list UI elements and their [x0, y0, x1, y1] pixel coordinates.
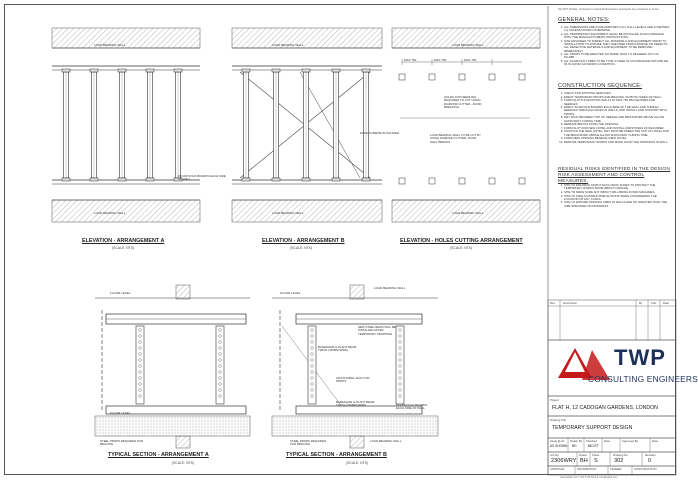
construction-sequence-title: CONSTRUCTION SEQUENCE:	[558, 83, 642, 89]
checked-label: Checked	[586, 439, 598, 443]
risk-item: 1. SITE TO ENFORCE STRICT EXCLUSION ZONES TO PROTECT THE TEMPORARY WORKS FROM IMPACT DAMAGE.	[564, 184, 670, 191]
sequence-item: 7. FORM SLOT FOR NEW LINTEL AND INSTALL PADSTONES AS REQUIRED.	[564, 127, 670, 130]
status-construction: CONSTRUCTION	[634, 467, 657, 471]
elev-holes-dim-1: MAX 750	[404, 58, 417, 62]
needle-hole-bottom	[429, 178, 435, 184]
sec-b-jack-label: ADJUSTABLE JACK FOR PROPS	[336, 376, 370, 384]
elev-a-side-label: DOCKFOOLD BOARDS EACH SIDE OF WALL	[178, 174, 226, 182]
needle-hole-top	[429, 74, 435, 80]
elev-b-top-label: LOAD BEARING WALL	[272, 43, 304, 47]
prop-base	[90, 178, 98, 181]
needle-hole-top	[459, 74, 465, 80]
sec-b-scale: (SCALE: NTS)	[346, 461, 369, 465]
sec-a-title: TYPICAL SECTION - ARRANGEMENT A	[108, 452, 209, 458]
residual-risks-list	[558, 184, 670, 208]
needle-hole-top	[489, 74, 495, 80]
needle-hole-top	[519, 74, 525, 80]
needle-hole-bottom	[489, 178, 495, 184]
prop-head	[146, 69, 154, 72]
general-notes-title: GENERAL NOTES:	[558, 17, 610, 23]
sequence-item: 10. REMOVE TEMPORARY WORKS AND MAKE GOOD THE OPENINGS IN WALL.	[564, 141, 670, 144]
sec-b-beam-label: NEW STEEL BEAM WILL BE INSTALLED AFTER TEMPORARY PROPPING	[358, 325, 396, 336]
needle-hole-top	[399, 74, 405, 80]
prop-base	[362, 178, 370, 181]
prop-tower	[136, 326, 144, 404]
prop-base	[118, 178, 126, 181]
drawing-no-value: 302	[614, 457, 624, 464]
sequence-item: 3. FORM SLOTS IN EXISTING WALLS AT MAX 750 MM CENTRES FOR NEEDLES.	[564, 99, 670, 106]
company-logo-text: TWP	[614, 345, 666, 370]
elev-holes-top-label: LOAD BEARING WALL	[452, 43, 484, 47]
sec-a-floor-label-2: FLOOR LEVEL	[110, 411, 131, 415]
general-note-item: 1. ALL DIMENSIONS ARE IN MILLIMETRES (mm) & ALL LEVELS ARE IN METRES (m) UNLESS NOTED OTHERWISE.	[564, 26, 670, 33]
revision-value: 0	[648, 457, 652, 464]
sec-a-floor-label: FLOOR LEVEL	[110, 291, 131, 295]
residual-risks-title: RESIDUAL RISKS IDENTIFIED IN THE DESIGN RISK ASSESSMENT AND CONTROL MEASURES:	[558, 167, 671, 184]
project-name: FLAT H, 12 CADOGAN GARDENS, LONDON	[552, 405, 658, 411]
risk-item: 4. SITE TO ENSURE OPENING SIZES IN WALLS ARE NO GREATER THAN THE SIZE SPECIFIED ON DRAWINGS.	[564, 201, 670, 208]
drawing-no-label: Drawing No	[613, 453, 628, 457]
sequence-item: 8. POSITION THE NEW LINTEL, DRY PACK BETWEEN THE TOP OF LINTEL AND THE BRICKWORK ABOVE ALLOW SUFFICIENT CURING TIME.	[564, 130, 670, 137]
risk-item: 2. SITE TO MAKE SURE ANY IMPACT WILL BRING DOWN MACHINES.	[564, 191, 670, 194]
top-note: DO NOT SCALE. Contractor to check all dimensions and report any omissions or errors.	[558, 8, 660, 11]
sec-a-props-label: STEEL PROPS REQUIRED FOR BRACING	[100, 439, 143, 447]
sequence-item: 4. ERECT SCAFFOLD BOARDS EACH SIDE OF THE WALL AND THREAD NEEDLES THROUGH HOLES IN WALLS, AND INSTALL AND SUPPORT WITH PROPS.	[564, 106, 670, 116]
prop-head	[118, 69, 126, 72]
sheet-label: Sheet	[592, 453, 600, 457]
drawn-by-label: Drawn By	[570, 439, 583, 443]
sec-b-floor-label: FLOOR LEVEL	[280, 291, 301, 295]
construction-sequence-list	[558, 92, 670, 145]
prop-base	[302, 178, 310, 181]
prop-head	[362, 69, 370, 72]
company-name: CONSULTING ENGINEERS	[588, 374, 698, 384]
prop-base	[242, 178, 250, 181]
status-tender: TENDER	[610, 467, 622, 471]
needle-hole-bottom	[399, 178, 405, 184]
risk-item: 3. SITE TO TAKE SUITABLE PRECAUTIONS WHEN CONSIDERING THE LOCATION OF ANY LOADS.	[564, 195, 670, 202]
sec-b-wall-top-label: LOAD BEARING WALL	[374, 286, 406, 290]
checked-value: JMC/ST	[587, 444, 599, 448]
prop-head	[62, 69, 70, 72]
elev-holes-scale: (SCALE: NTS)	[450, 246, 473, 250]
elev-b-scale: (SCALE: NTS)	[290, 246, 313, 250]
prop-head	[242, 69, 250, 72]
drawn-value: BH	[580, 457, 588, 464]
prop-tower	[216, 326, 224, 404]
prop-base	[62, 178, 70, 181]
job-no-value: 2306WRY	[551, 457, 577, 464]
general-note-item: 2. ALL PROPRIETARY EQUIPMENT SHALL BE INSTALLED IN ACCORDANCE WITH THE MANUFACTURER'S INSTRUCTIONS.	[564, 33, 670, 40]
elev-a-scale: (SCALE: NTS)	[112, 246, 135, 250]
elev-b-bottom-label: LOAD BEARING WALL	[272, 211, 304, 215]
status-approval: APPROVAL	[550, 467, 565, 471]
general-note-item: 5. ALL SCAFFOLD TUBES TO BE TYPE 4 STEEL IN ACCORDANCE WITH BS EN 39 IN GOOD (UN-WORN) CONDITION.	[564, 60, 670, 67]
drawing-title-label: Drawing Title	[550, 418, 567, 422]
sheet-value: S	[594, 457, 598, 464]
elev-a-title: ELEVATION - ARRANGEMENT A	[82, 238, 165, 244]
section-a-graphic	[95, 285, 250, 448]
chk-col-label: Chk	[651, 301, 656, 305]
sec-a-scale: (SCALE: NTS)	[172, 461, 195, 465]
sec-b-bareshor-label-2: BARESHOR H-PLANT BEAM TWICE (150MM WIDE)	[336, 400, 375, 408]
approved-date-label: Date	[652, 439, 658, 443]
status-information: INFORMATION	[577, 467, 597, 471]
by-col-label: By	[639, 301, 643, 305]
sec-b-wall-bottom-label: LOAD BEARING WALL	[370, 439, 402, 443]
rev-col-label: Rev	[550, 301, 555, 305]
sec-b-boards-label: DOCKFOOLD BOARDS EACH SIDE OF WALL	[396, 403, 428, 411]
scale-label: Scale @ A1	[550, 439, 565, 443]
general-note-item: 4. ALL PROPS TO BE ERECTED NO MORE THAN 1.5 DEGREES OUT-OF-PLUMB.	[564, 53, 670, 60]
sequence-item: 5. DRY PACK BETWEEN TOP OF NEEDLE AND BRICKWORK ABOVE ALLOW SUFFICIENT CURING TIME.	[564, 116, 670, 123]
scale-value: AS SHOWN	[550, 444, 568, 448]
sec-b-bareshor-label: BARESHOR H-PLANT BEAM TWICE (150MM WIDE)	[318, 345, 357, 353]
drawn-label: Drawn	[579, 453, 588, 457]
prop-head	[174, 69, 182, 72]
section-b-graphic	[272, 285, 438, 448]
prop-tower	[396, 326, 404, 404]
prop-head	[302, 69, 310, 72]
footer-contact: www.twpltd.com T: 020 7378 1124 E: info@twpltd.com	[560, 476, 618, 479]
elev-holes-bottom-label: LOAD BEARING WALL	[452, 211, 484, 215]
elev-holes-title: ELEVATION - HOLES CUTTING ARRANGEMENT	[400, 238, 523, 244]
prop-head	[332, 69, 340, 72]
drawing-title: TEMPORARY SUPPORT DESIGN	[552, 425, 633, 431]
needle-hole-bottom	[459, 178, 465, 184]
elev-a-top-label: LOAD BEARING WALL	[94, 43, 126, 47]
revision-label: Revision	[645, 453, 656, 457]
prop-head	[272, 69, 280, 72]
sec-b-title: TYPICAL SECTION - ARRANGEMENT B	[286, 452, 387, 458]
prop-head	[90, 69, 98, 72]
date-label: Date	[604, 439, 610, 443]
elev-b-side-label: RAKE SUPERSLIM SOLDIER	[360, 131, 399, 135]
needle-hole-bottom	[519, 178, 525, 184]
prop-base	[332, 178, 340, 181]
elev-holes-wall-label: LOAD BEARING WALL TO BE CUT BY USING DIAMOND CUTTER. AVOID WALL BREAKS.	[430, 133, 481, 144]
elev-holes-holes-label: HOLES FOR NEEDLING REQUIRED TO CUT USING DIAMOND CUTTER - AVOID BREAKING.	[444, 95, 482, 109]
sequence-item: 1. CHECK FOR EXISTING SERVICES.	[564, 92, 670, 95]
elev-holes-dim-3: MAX 750	[464, 58, 477, 62]
elev-b-title: ELEVATION - ARRANGEMENT B	[262, 238, 345, 244]
sec-b-props-label: STEEL PROPS REQUIRED FOR BRACING	[290, 439, 327, 447]
project-label: Project	[550, 398, 559, 402]
general-note-item: 3. SITE ENGINEER TO INSPECT ALL MATERIALS AND EQUIPMENT PRIOR TO INSTALLATION TO ENSURE THEY ARE FREE FROM DAMAGE OR DEFECTS. ALL DEFECTIVE MATERIALS AND EQUIPMENT TO BE REMOVED IMMEDIATELY.	[564, 40, 670, 53]
elev-a-bottom-label: LOAD BEARING WALL	[94, 211, 126, 215]
sequence-item: 6. REMOVE BRICKS FROM THE OPENING.	[564, 123, 670, 126]
prop-base	[146, 178, 154, 181]
desc-col-label: Description	[563, 301, 577, 305]
prop-base	[272, 178, 280, 181]
prop-tower	[308, 326, 316, 404]
elev-holes-dim-2: MAX 750	[434, 58, 447, 62]
job-no-label: Job No	[550, 453, 559, 457]
general-notes-list	[558, 26, 670, 67]
approved-label: Approved By	[622, 439, 639, 443]
drawn-by-value: BH	[572, 444, 577, 448]
sequence-item: 2. ERECT TEMPORARY PROPS AND BRACING ON BOTH SIDES OF WALL.	[564, 96, 670, 99]
sequence-item: 9. FORM NEW OPENING BENEATH NEW LINTEL.	[564, 137, 670, 140]
date-col-label: Date	[663, 301, 669, 305]
